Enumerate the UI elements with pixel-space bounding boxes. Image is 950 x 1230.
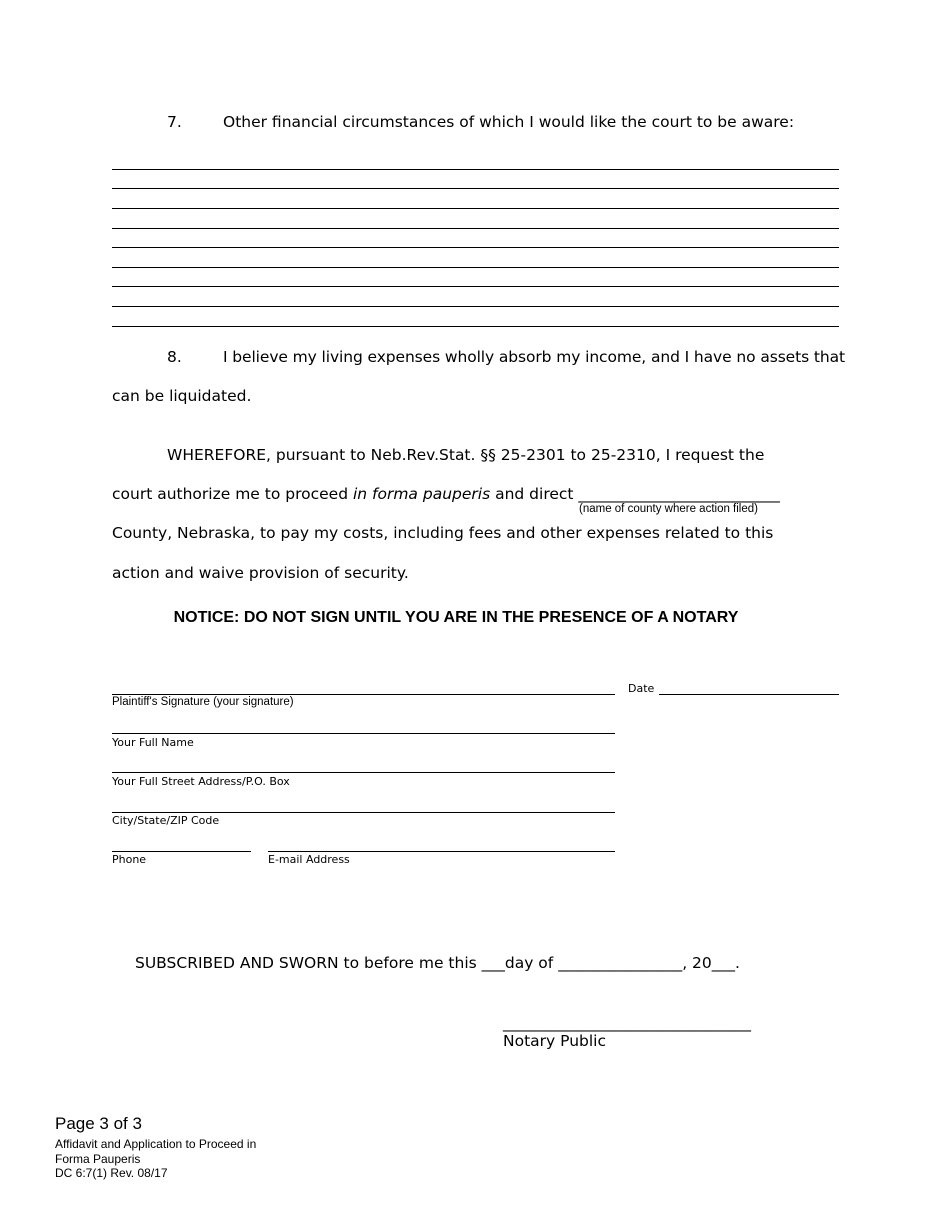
- county-hint: (name of county where action filed): [579, 503, 758, 515]
- sworn-comma-year: , 20: [682, 954, 712, 972]
- form-title-line-1: Affidavit and Application to Proceed in: [55, 1137, 257, 1151]
- form-title-line-2: Forma Pauperis: [55, 1152, 141, 1166]
- blank-line[interactable]: [112, 228, 839, 229]
- full-name-label: Your Full Name: [112, 736, 194, 749]
- notary-blank[interactable]: ________________________________: [503, 1014, 751, 1032]
- signature-line[interactable]: [112, 694, 615, 695]
- notary-notice: NOTICE: DO NOT SIGN UNTIL YOU ARE IN THE PRESENCE OF A NOTARY: [173, 609, 739, 626]
- city-line[interactable]: [112, 812, 615, 813]
- city-label: City/State/ZIP Code: [112, 814, 220, 827]
- date-line[interactable]: [659, 694, 839, 695]
- wherefore-line-2: [112, 484, 780, 504]
- phone-label: Phone: [112, 853, 147, 866]
- year-blank[interactable]: ___: [711, 954, 736, 972]
- sworn-pre: SUBSCRIBED AND SWORN to before me this: [135, 954, 482, 972]
- sworn-end: .: [735, 954, 740, 972]
- blank-line[interactable]: [112, 286, 839, 287]
- form-code: DC 6:7(1) Rev. 08/17: [55, 1166, 168, 1180]
- blank-line[interactable]: [112, 267, 839, 268]
- full-name-line[interactable]: [112, 733, 615, 734]
- blank-line[interactable]: [112, 326, 839, 327]
- signature-label: Plaintiff's Signature (your signature): [112, 696, 294, 708]
- wherefore-line-2-post: and direct: [490, 485, 579, 503]
- sworn-mid: day of: [504, 954, 559, 972]
- email-label: E-mail Address: [268, 853, 350, 866]
- address-label: Your Full Street Address/P.O. Box: [112, 775, 290, 788]
- item-7-text: Other financial circumstances of which I would like the court to be aware:: [223, 113, 795, 131]
- blank-line[interactable]: [112, 306, 839, 307]
- wherefore-line-2-pre: court authorize me to proceed: [112, 485, 353, 503]
- item-7-number: 7.: [167, 113, 182, 131]
- date-label: Date: [628, 682, 655, 695]
- page-number: Page 3 of 3: [55, 1114, 142, 1133]
- wherefore-line-1: WHEREFORE, pursuant to Neb.Rev.Stat. §§ 25-2301 to 25-2310, I request the: [167, 446, 765, 464]
- sworn-statement: [135, 953, 740, 973]
- county-blank[interactable]: __________________________: [578, 485, 780, 503]
- month-blank[interactable]: ________________: [558, 954, 683, 972]
- item-8-line-1: I believe my living expenses wholly absorb my income, and I have no assets that: [223, 348, 845, 366]
- blank-line[interactable]: [112, 188, 839, 189]
- notary-label: Notary Public: [503, 1032, 606, 1050]
- blank-line[interactable]: [112, 169, 839, 170]
- in-forma-pauperis: in forma pauperis: [352, 485, 491, 503]
- email-line[interactable]: [268, 851, 615, 852]
- blank-line[interactable]: [112, 247, 839, 248]
- blank-line[interactable]: [112, 208, 839, 209]
- address-line[interactable]: [112, 772, 615, 773]
- phone-line[interactable]: [112, 851, 251, 852]
- item-8-number: 8.: [167, 348, 182, 366]
- day-blank[interactable]: ___: [481, 954, 505, 972]
- wherefore-line-3: County, Nebraska, to pay my costs, including fees and other expenses related to this: [112, 524, 774, 542]
- wherefore-line-4: action and waive provision of security.: [112, 564, 409, 582]
- item-8-line-2: can be liquidated.: [112, 387, 252, 405]
